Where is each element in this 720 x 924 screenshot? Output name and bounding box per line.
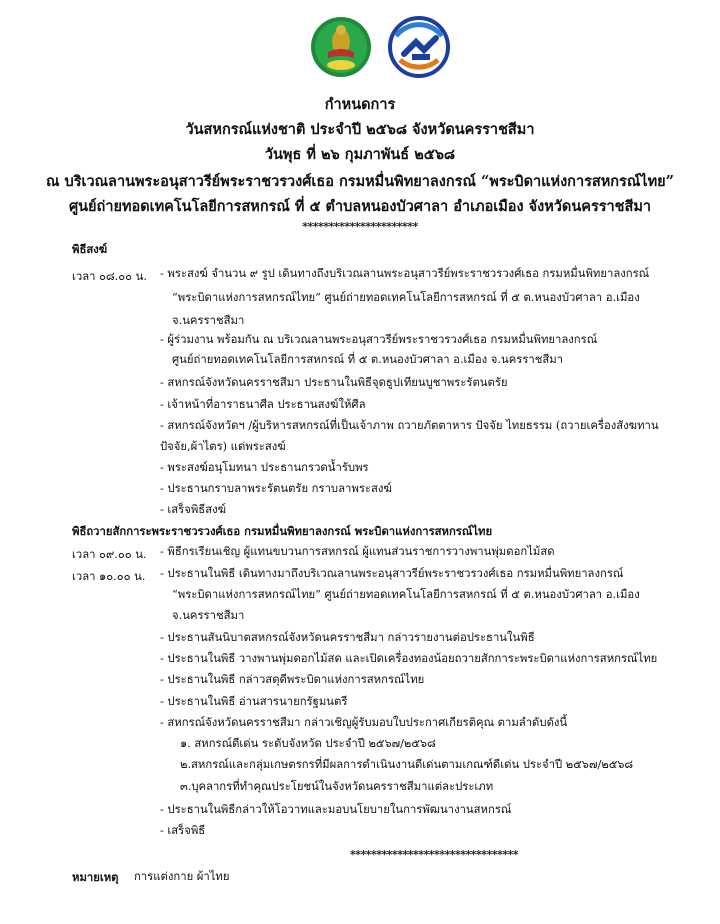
time-label: เวลา ๑๐.๐๐ น. [72, 570, 146, 583]
agenda-item: - ประธานสันนิบาตสหกรณ์จังหวัดนครราชสีมา กล่าวรายงานต่อประธานในพิธี [160, 631, 535, 644]
agenda-item: - ประธานในพิธี วางพานพุ่มดอกไม้สด และเปิดเครื่องทองน้อยถวายสักการะพระบิดาแห่งการสหกรณ์ไทย [160, 652, 658, 665]
agenda-item-cont: “พระบิดาแห่งการสหกรณ์ไทย” ศูนย์ถ่ายทอดเทคโนโลยีการสหกรณ์ ที่ ๕ ต.หนองบัวศาลา อ.เมือง [172, 291, 640, 304]
agenda-item: - สหกรณ์จังหวัดนครราชสีมา ประธานในพิธีจุดธูปเทียนบูชาพระรัตนตรัย [160, 376, 508, 389]
section-title: พิธีถวายสักการะพระราชวรวงศ์เธอ กรมหมื่นพิทยาลงกรณ์ พระบิดาแห่งการสหกรณ์ไทย [72, 524, 493, 538]
agenda-item: - ประธานในพิธี อ่านสารนายกรัฐมนตรี [160, 695, 348, 708]
event-title: วันสหกรณ์แห่งชาติ ประจำปี ๒๕๖๘ จังหวัดนครราชสีมา [185, 121, 535, 138]
agenda-item: - พระสงฆ์อนุโมทนา ประธานกรวดน้ำรับพร [160, 461, 369, 474]
section-title: พิธีสงฆ์ [72, 242, 108, 256]
agenda-item: - พิธีกรเรียนเชิญ ผู้แทนขบวนการสหกรณ์ ผู้แทนส่วนราชการวางพานพุ่มดอกไม้สด [160, 545, 555, 558]
agenda-item: - ประธานในพิธี กล่าวสดุดีพระบิดาแห่งการสหกรณ์ไทย [160, 673, 425, 686]
agenda-item: - ประธานกราบลาพระรัตนตรัย กราบลาพระสงฆ์ [160, 482, 392, 495]
agenda-item-cont: ปัจจัย,ผ้าไตร) แด่พระสงฆ์ [160, 440, 286, 453]
event-venue: ณ บริเวณลานพระอนุสาวรีย์พระราชวรวงศ์เธอ กรมหมื่นพิทยาลงกรณ์ “พระบิดาแห่งการสหกรณ์ไทย” [46, 173, 674, 190]
agenda-item-cont: ศูนย์ถ่ายทอดเทคโนโลยีการสหกรณ์ ที่ ๕ ต.หนองบัวศาลา อ.เมือง จ.นครราชสีมา [172, 353, 564, 366]
agenda-item: - ผู้ร่วมงาน พร้อมกัน ณ บริเวณลานพระอนุสาวรีย์พระราชวรวงศ์เธอ กรมหมื่นพิทยาลงกรณ์ [160, 333, 598, 346]
note-label: หมายเหตุ [72, 870, 119, 884]
event-date: วันพุธ ที่ ๒๖ กุมภาพันธ์ ๒๕๖๘ [264, 146, 456, 163]
event-location: ศูนย์ถ่ายทอดเทคโนโลยีการสหกรณ์ ที่ ๕ ตำบลหนองบัวศาลา อำเภอเมือง จังหวัดนครราชสีมา [68, 198, 652, 215]
agenda-item: - พระสงฆ์ จำนวน ๙ รูป เดินทางถึงบริเวณลานพระอนุสาวรีย์พระราชวรวงศ์เธอ กรมหมื่นพิทยาลงกรณ์ [160, 267, 650, 280]
note-value: การแต่งกาย ผ้าไทย [134, 870, 230, 883]
award-list-item: ๑. สหกรณ์ดีเด่น ระดับจังหวัด ประจำปี ๒๕๖๗/๒๕๖๘ [180, 737, 436, 750]
agenda-item: - ประธานในพิธีกล่าวให้โอวาทและมอบนโยบายในการพัฒนางานสหกรณ์ [160, 803, 512, 816]
award-list-item: ๓.บุคลากรที่ทำคุณประโยชน์ในจังหวัดนครราชสีมาแต่ละประเภท [180, 780, 494, 793]
agenda-item: - เสร็จพิธีสงฆ์ [160, 503, 226, 516]
province-seal-logo [310, 16, 372, 78]
agenda-item-cont: จ.นครราชสีมา [172, 314, 245, 327]
doc-heading: กำหนดการ [324, 96, 396, 113]
time-label: เวลา ๐๘.๐๐ น. [72, 270, 147, 283]
separator-stars: ******************************** [350, 848, 519, 861]
agenda-item: - เจ้าหน้าที่อาราธนาศีล ประธานสงฆ์ให้ศีล [160, 398, 366, 411]
separator-stars: ********************** [302, 220, 418, 233]
time-label: เวลา ๐๙.๐๐ น. [72, 548, 147, 561]
agenda-item: - ประธานในพิธี เดินทางมาถึงบริเวณลานพระอนุสาวรีย์พระราชวรวงศ์เธอ กรมหมื่นพิทยาลงกรณ์ [160, 567, 624, 580]
agenda-item: - เสร็จพิธี [160, 824, 206, 837]
agenda-item: - สหกรณ์จังหวัดนครราชสีมา กล่าวเชิญผู้รับมอบใบประกาศเกียรติคุณ ตามลำดับดังนี้ [160, 716, 568, 729]
logo-bar [0, 10, 720, 82]
agenda-item-cont: จ.นครราชสีมา [172, 609, 245, 622]
cooperative-dept-logo [386, 16, 452, 78]
agenda-item-cont: “พระบิดาแห่งการสหกรณ์ไทย” ศูนย์ถ่ายทอดเทคโนโลยีการสหกรณ์ ที่ ๕ ต.หนองบัวศาลา อ.เมือง [172, 588, 640, 601]
award-list-item: ๒.สหกรณ์และกลุ่มเกษตรกรที่มีผลการดำเนินงานดีเด่นตามเกณฑ์ดีเด่น ประจำปี ๒๕๖๗/๒๕๖๘ [180, 758, 634, 771]
agenda-item: - สหกรณ์จังหวัดฯ /ผู้บริหารสหกรณ์ที่เป็นเจ้าภาพ ถวายภัตตาหาร ปัจจัย ไทยธรรม (ถวายเครื่องสังฆทาน [160, 419, 659, 432]
